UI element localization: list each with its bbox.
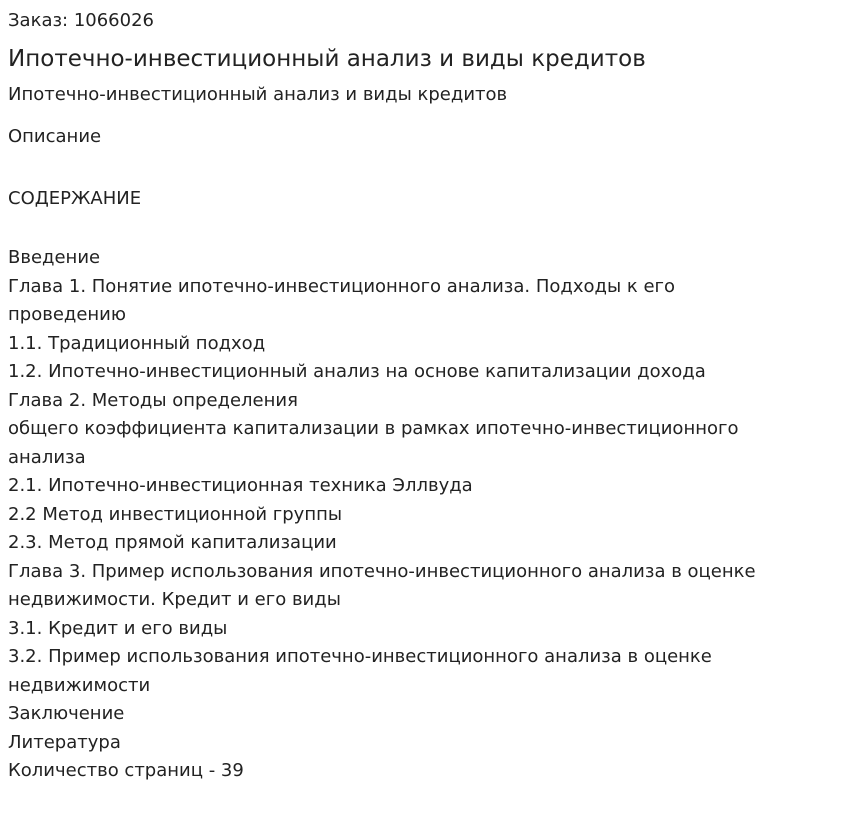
order-number: Заказ: 1066026	[8, 10, 154, 31]
toc-line: Введение	[8, 247, 101, 268]
toc-line: анализа	[8, 446, 86, 468]
toc-line: 1.2. Ипотечно-инвестиционный анализ на основе капитализации дохода	[8, 361, 706, 382]
toc-line: недвижимости	[8, 674, 151, 696]
description-heading: Описание	[8, 126, 102, 147]
toc-line: 1.1. Традиционный подход	[8, 332, 266, 354]
table-of-contents	[8, 244, 839, 786]
toc-line: 3.1. Кредит и его виды	[8, 617, 228, 639]
toc-line: Литература	[8, 731, 121, 753]
toc-line: проведению	[8, 304, 127, 325]
toc-line: Глава 2. Методы определения	[8, 389, 298, 411]
toc-line: 2.1. Ипотечно-инвестиционная техника Эллвуда	[8, 475, 473, 496]
page-subtitle: Ипотечно-инвестиционный анализ и виды кредитов	[8, 84, 508, 105]
toc-line: 2.2 Метод инвестиционной группы	[8, 503, 343, 525]
toc-line: недвижимости. Кредит и его виды	[8, 589, 341, 610]
toc-line: Заключение	[8, 703, 125, 724]
toc-line: 2.3. Метод прямой капитализации	[8, 532, 337, 553]
toc-line: общего коэффициента капитализации в рамках ипотечно-инвестиционного	[8, 418, 739, 439]
toc-line: Глава 1. Понятие ипотечно-инвестиционного анализа. Подходы к его	[8, 275, 676, 297]
page-title: Ипотечно-инвестиционный анализ и виды кредитов	[8, 46, 646, 72]
toc-line: 3.2. Пример использования ипотечно-инвестиционного анализа в оценке	[8, 646, 712, 667]
toc-line: Глава 3. Пример использования ипотечно-инвестиционного анализа в оценке	[8, 560, 756, 582]
contents-heading: СОДЕРЖАНИЕ	[8, 188, 142, 209]
toc-line: Количество страниц - 39	[8, 760, 244, 781]
